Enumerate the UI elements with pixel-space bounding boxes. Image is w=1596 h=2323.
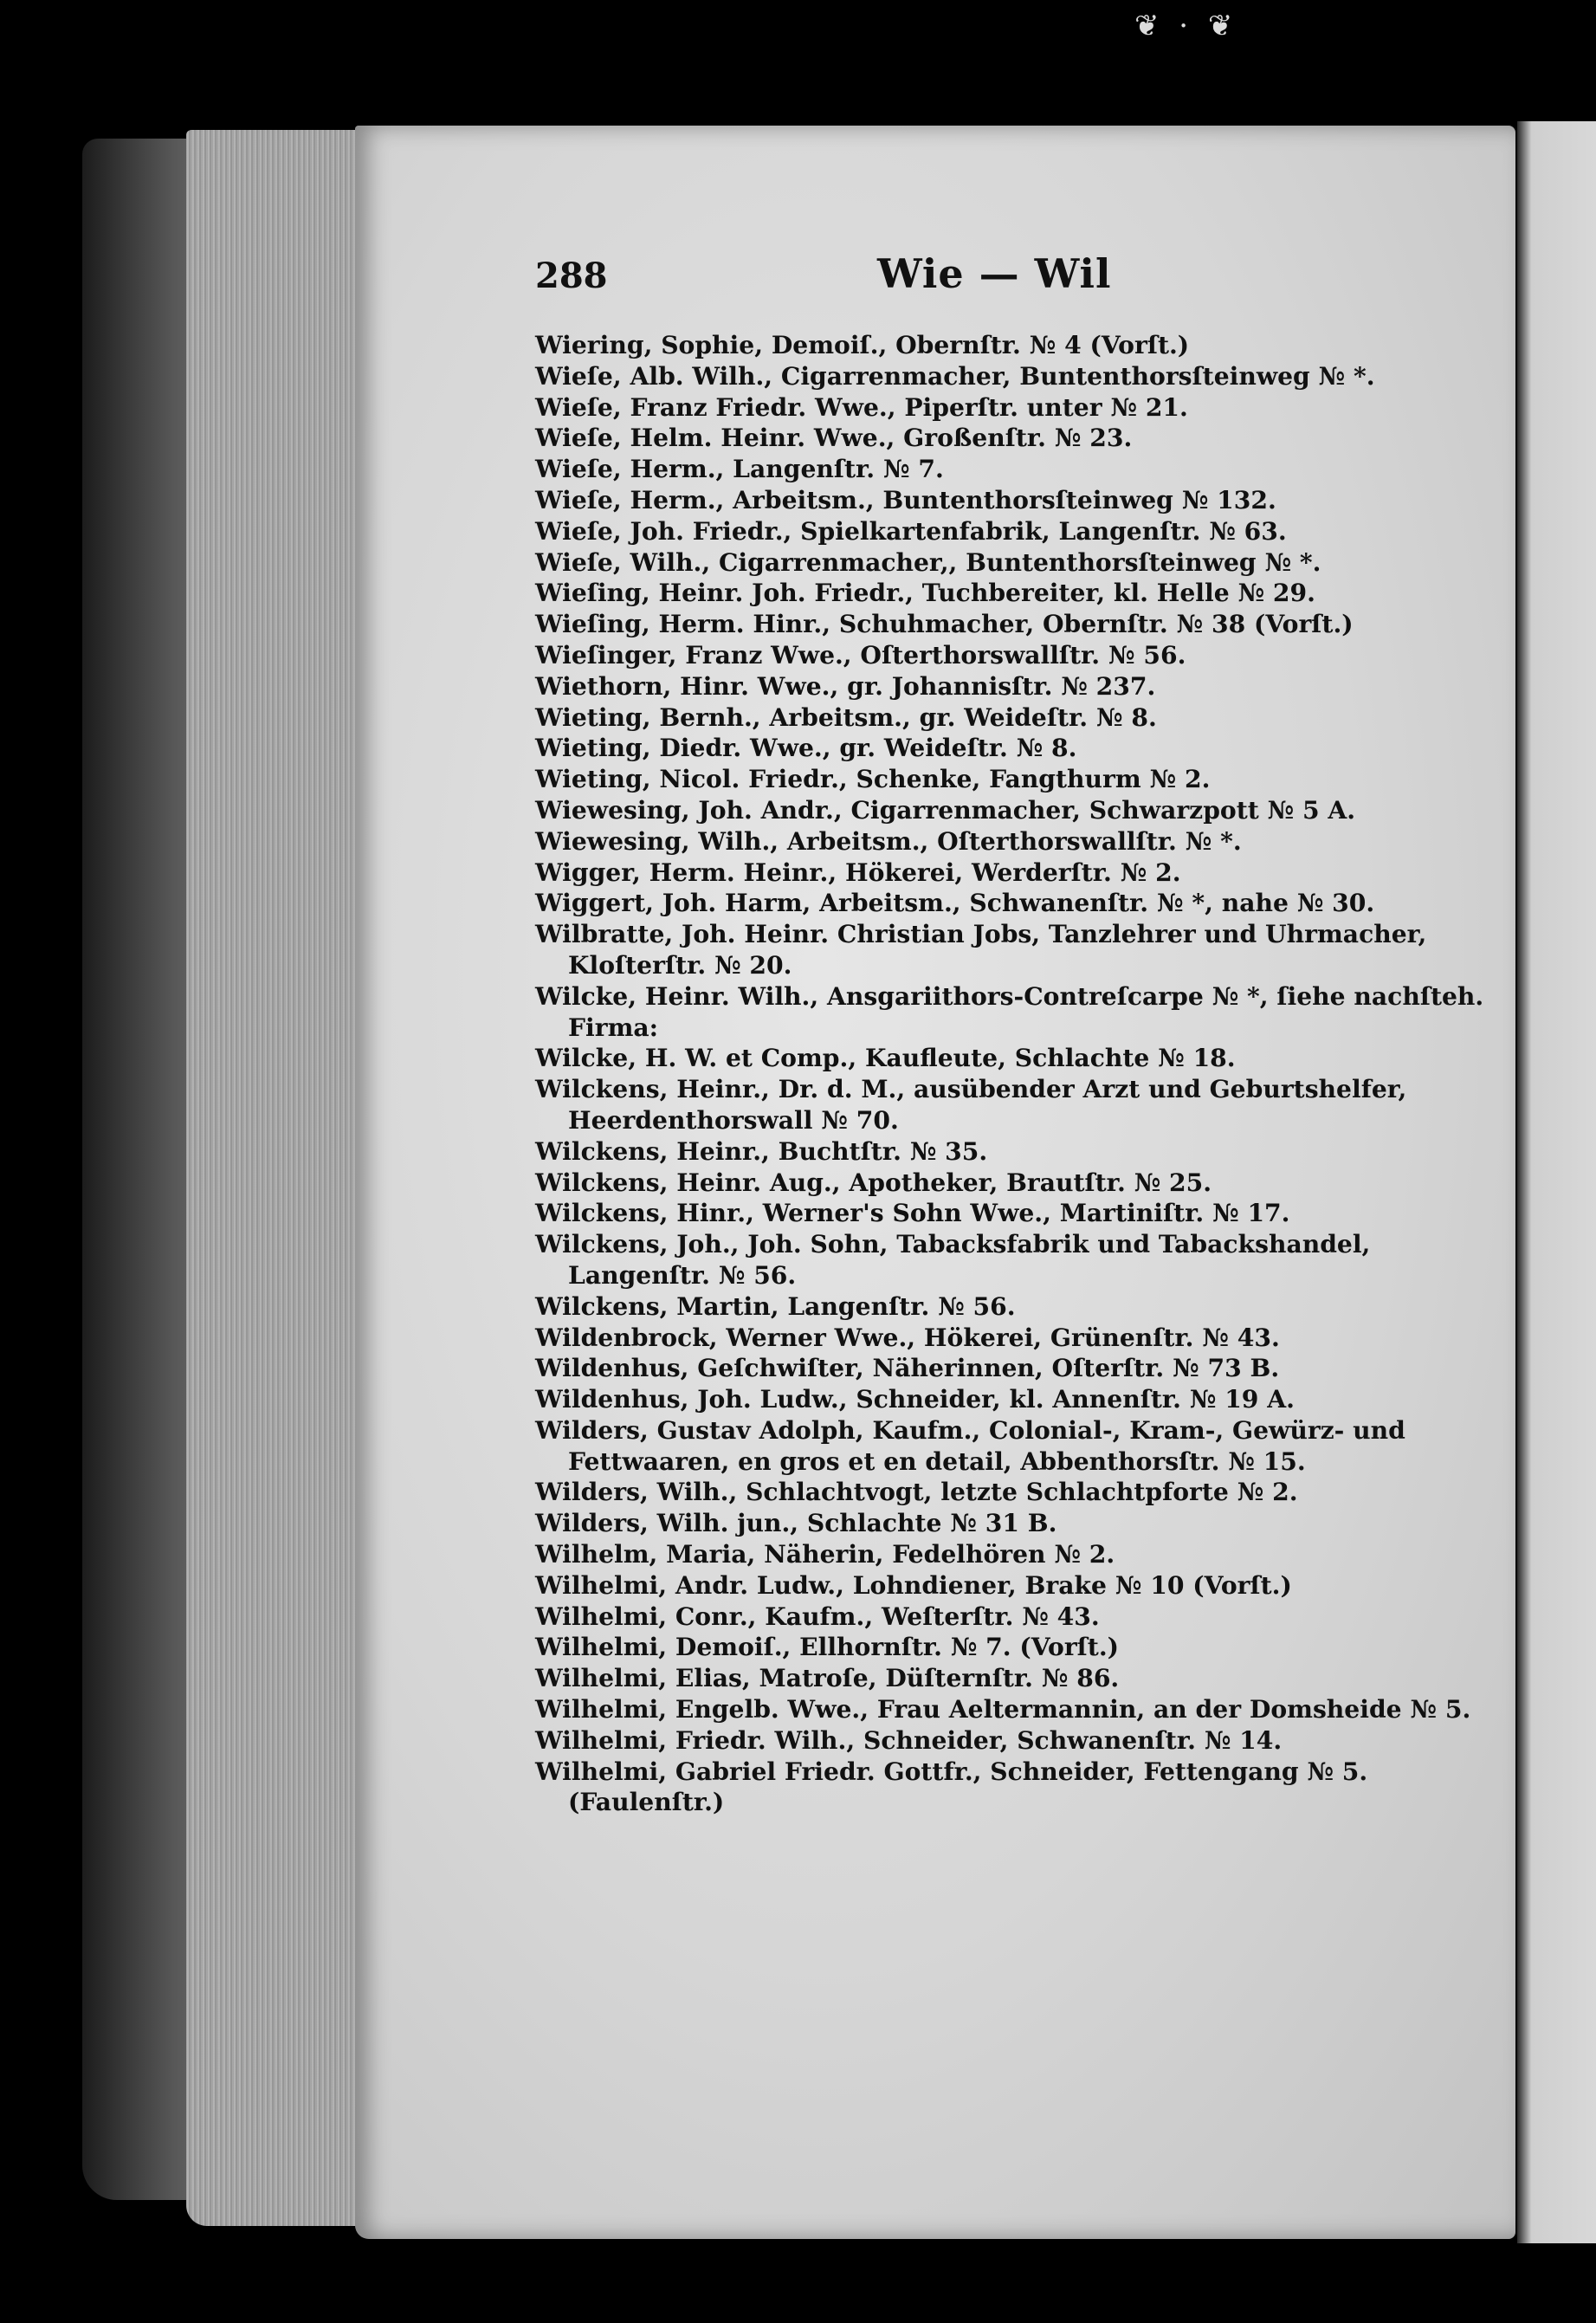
directory-entry: Wieſe, Joh. Friedr., Spielkartenfabrik, Langenſtr. № 63. [535,516,1287,546]
directory-entry: Wildenhus, Geſchwiſter, Näherinnen, Oſterſtr. № 73 B. [535,1354,1280,1383]
directory-entry: Wildenhus, Joh. Ludw., Schneider, kl. Annenſtr. № 19 A. [535,1385,1295,1414]
directory-entry: Wilhelmi, Elias, Matroſe, Düſternſtr. № 86. [535,1664,1120,1693]
directory-entry: Wiewesing, Joh. Andr., Cigarrenmacher, Schwarzpott № 5 A. [535,795,1356,825]
page-header [535,247,1492,316]
directory-entry: Wilhelmi, Gabriel Friedr. Gottfr., Schneider, Fettengang № 5. (Faulenſtr.) [535,1757,1368,1817]
directory-entry: Wieſe, Wilh., Cigarrenmacher,, Buntenthorsſteinweg № *. [535,547,1321,577]
directory-entry: Wilhelmi, Andr. Ludw., Lohndiener, Brake № 10 (Vorſt.) [535,1570,1292,1600]
directory-entry: Wigger, Herm. Heinr., Hökerei, Werderſtr. № 2. [535,857,1181,887]
facing-page-edge [1517,121,1596,2243]
directory-entry: Wilckens, Heinr. Aug., Apotheker, Brautſtr. № 25. [535,1168,1212,1197]
directory-entry: Wilhelm, Maria, Näherin, Fedelhören № 2. [535,1540,1115,1569]
directory-entry: Wilhelmi, Demoiſ., Ellhornſtr. № 7. (Vorſt.) [535,1633,1119,1662]
page-stack [186,130,372,2226]
directory-entry: Wieſe, Franz Friedr. Wwe., Piperſtr. unter № 21. [535,392,1188,422]
directory-entry: Wilders, Wilh. jun., Schlachte № 31 B. [535,1509,1057,1538]
page-number: 288 [535,256,608,296]
directory-entry: Wilcke, Heinr. Wilh., Ansgariithors-Contreſcarpe № *, ſiehe nachſteh. Firma: [535,981,1484,1042]
directory-entry: Wieſing, Herm. Hinr., Schuhmacher, Obernſtr. № 38 (Vorſt.) [535,610,1354,639]
directory-entry: Wilckens, Heinr., Dr. d. M., ausübender Arzt und Geburtshelfer, Heerdenthorswall № 70. [535,1075,1407,1135]
ornament-mark: ❦ · ❦ [1134,9,1238,43]
directory-entry: Wilbratte, Joh. Heinr. Christian Jobs, Tanzlehrer und Uhrmacher, Kloſterſtr. № 20. [535,920,1427,980]
directory-entry: Wieting, Nicol. Friedr., Schenke, Fangthurm № 2. [535,765,1211,794]
directory-entry: Wiering, Sophie, Demoiſ., Obernſtr. № 4 (Vorſt.) [535,331,1190,359]
directory-entry: Wieſe, Helm. Heinr. Wwe., Großenſtr. № 23. [535,424,1133,453]
directory-entry: Wieting, Bernh., Arbeitsm., gr. Weideſtr. № 8. [535,702,1157,732]
directory-entry: Wilckens, Heinr., Buchtſtr. № 35. [535,1136,988,1166]
directory-entry: Wiethorn, Hinr. Wwe., gr. Johannisſtr. № 237. [535,671,1156,701]
directory-entry: Wilcke, H. W. et Comp., Kaufleute, Schlachte № 18. [535,1044,1236,1073]
directory-entry: Wilhelmi, Conr., Kaufm., Weſterſtr. № 43. [535,1602,1100,1631]
directory-entries [535,330,1492,1818]
directory-entry: Wilders, Wilh., Schlachtvogt, letzte Schlachtpforte № 2. [535,1478,1298,1507]
directory-entry: Wilhelmi, Friedr. Wilh., Schneider, Schwanenſtr. № 14. [535,1725,1283,1755]
directory-entry: Wieſe, Alb. Wilh., Cigarrenmacher, Buntenthorsſteinweg № *. [535,361,1375,391]
directory-entry: Wilckens, Martin, Langenſtr. № 56. [535,1291,1016,1321]
directory-entry: Wilhelmi, Engelb. Wwe., Frau Aeltermannin, an der Domsheide № 5. [535,1695,1471,1724]
page-content [535,247,1492,1818]
directory-entry: Wilckens, Hinr., Werner's Sohn Wwe., Martiniſtr. № 17. [535,1199,1290,1228]
page-title: Wie — Wil [877,250,1112,297]
directory-entry: Wieſe, Herm., Langenſtr. № 7. [535,455,944,484]
directory-entry: Wieſing, Heinr. Joh. Friedr., Tuchbereiter, kl. Helle № 29. [535,579,1315,608]
directory-entry: Wilders, Gustav Adolph, Kaufm., Colonial-, Kram-, Gewürz- und Fettwaaren, en gros et en detail, Abbenthorsſtr. № 15. [535,1415,1405,1476]
directory-entry: Wieting, Diedr. Wwe., gr. Weideſtr. № 8. [535,734,1077,763]
directory-entry: Wiggert, Joh. Harm, Arbeitsm., Schwanenſtr. № *, nahe № 30. [535,889,1375,918]
directory-entry: Wilckens, Joh., Joh. Sohn, Tabacksfabrik und Tabackshandel, Langenſtr. № 56. [535,1230,1371,1290]
directory-entry: Wieſinger, Franz Wwe., Oſterthorswallſtr. № 56. [535,640,1186,670]
directory-entry: Wiewesing, Wilh., Arbeitsm., Oſterthorswallſtr. № *. [535,826,1242,856]
directory-entry: Wildenbrock, Werner Wwe., Hökerei, Grünenſtr. № 43. [535,1323,1280,1352]
directory-entry: Wieſe, Herm., Arbeitsm., Buntenthorsſteinweg № 132. [535,485,1276,514]
